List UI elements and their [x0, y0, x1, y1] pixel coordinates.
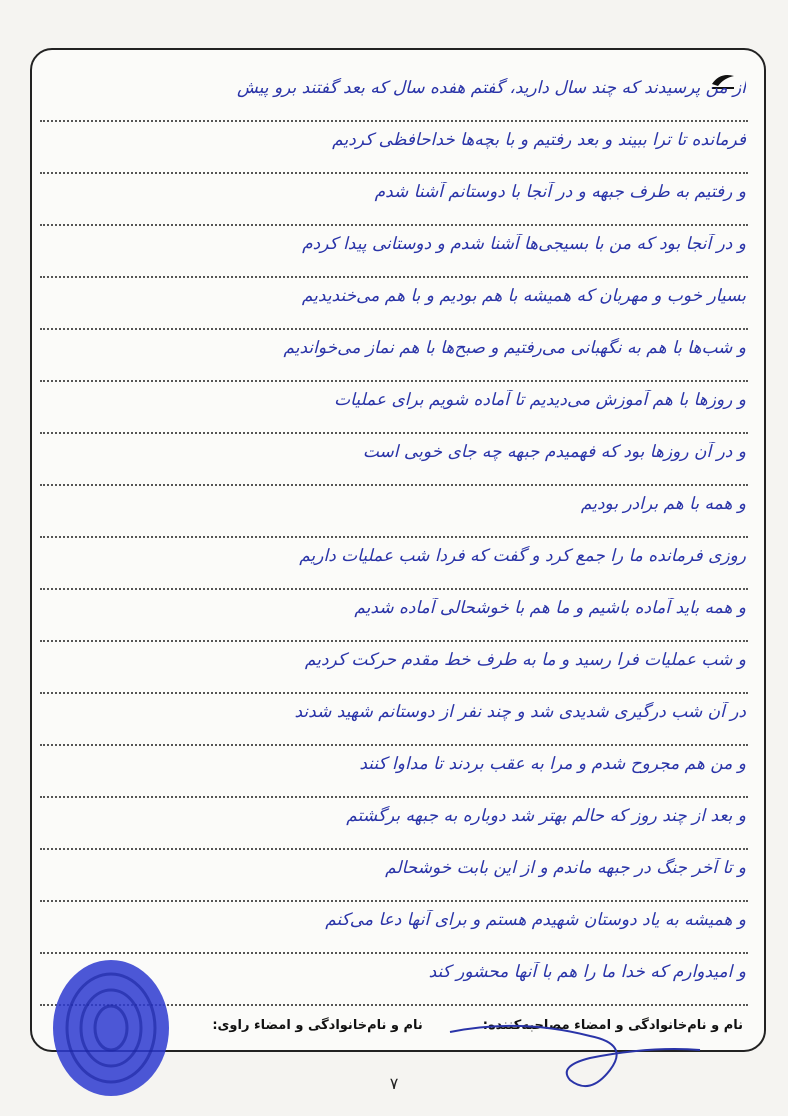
handwritten-line: و رفتیم به طرف جبهه و در آنجا با دوستانم آشنا شدم: [374, 182, 746, 202]
handwritten-line: و همه باید آماده باشیم و ما هم با خوشحالی آماده شدیم: [354, 598, 746, 618]
dotted-ruling: [40, 796, 748, 798]
handwritten-line: و من هم مجروح شدم و مرا به عقب بردند تا مداوا کنند: [359, 754, 746, 774]
dotted-ruling: [40, 276, 748, 278]
dotted-ruling: [40, 640, 748, 642]
dotted-ruling: [40, 848, 748, 850]
dotted-ruling: [40, 484, 748, 486]
dotted-ruling: [40, 328, 748, 330]
dotted-ruling: [40, 536, 748, 538]
page-number: ۷: [389, 1074, 399, 1093]
dotted-ruling: [40, 120, 748, 122]
handwritten-line: روزی فرمانده ما را جمع کرد و گفت که فردا شب عملیات داریم: [299, 546, 746, 566]
handwritten-line: و بعد از چند روز که حالم بهتر شد دوباره به جبهه برگشتم: [346, 806, 746, 826]
dotted-ruling: [40, 744, 748, 746]
interviewer-signature-label: نام و نام‌خانوادگی و امضاء مصاحبه‌کننده:: [482, 1018, 743, 1033]
handwritten-line: و شب عملیات فرا رسید و ما به طرف خط مقدم حرکت کردیم: [304, 650, 746, 670]
handwritten-line: بسیار خوب و مهربان که همیشه با هم بودیم و با هم می‌خندیدیم: [301, 286, 746, 306]
handwritten-line: و همیشه به یاد دوستان شهیدم هستم و برای آنها دعا می‌کنم: [325, 910, 746, 930]
dotted-ruling: [40, 172, 748, 174]
handwritten-line: و امیدوارم که خدا ما را هم با آنها محشور کند: [428, 962, 746, 982]
dotted-ruling: [40, 432, 748, 434]
dotted-ruling: [40, 692, 748, 694]
handwritten-line: از من پرسیدند که چند سال دارید، گفتم هفده سال که بعد گفتند برو پیش: [237, 78, 746, 98]
handwritten-line: و در آن روزها بود که فهمیدم جبهه چه جای خوبی است: [362, 442, 746, 462]
handwritten-line: و شب‌ها با هم به نگهبانی می‌رفتیم و صبح‌ها با هم نماز می‌خواندیم: [283, 338, 746, 358]
handwritten-line: و در آنجا بود که من با بسیجی‌ها آشنا شدم و دوستانی پیدا کردم: [302, 234, 746, 254]
handwritten-line: در آن شب درگیری شدیدی شد و چند نفر از دوستانم شهید شدند: [294, 702, 746, 722]
dotted-ruling: [40, 900, 748, 902]
dotted-ruling: [40, 380, 748, 382]
dotted-ruling: [40, 588, 748, 590]
narrator-signature-label: نام و نام‌خانوادگی و امضاء راوی:: [212, 1018, 423, 1033]
handwritten-line: و همه با هم برادر بودیم: [580, 494, 746, 514]
handwritten-line: فرمانده تا ترا ببیند و بعد رفتیم و با بچه‌ها خداحافظی کردیم: [332, 130, 746, 150]
handwritten-line: و تا آخر جنگ در جبهه ماندم و از این بابت خوشحالم: [385, 858, 746, 878]
handwritten-line: و روزها با هم آموزش می‌دیدیم تا آماده شویم برای عملیات: [334, 390, 746, 410]
dotted-ruling: [40, 224, 748, 226]
